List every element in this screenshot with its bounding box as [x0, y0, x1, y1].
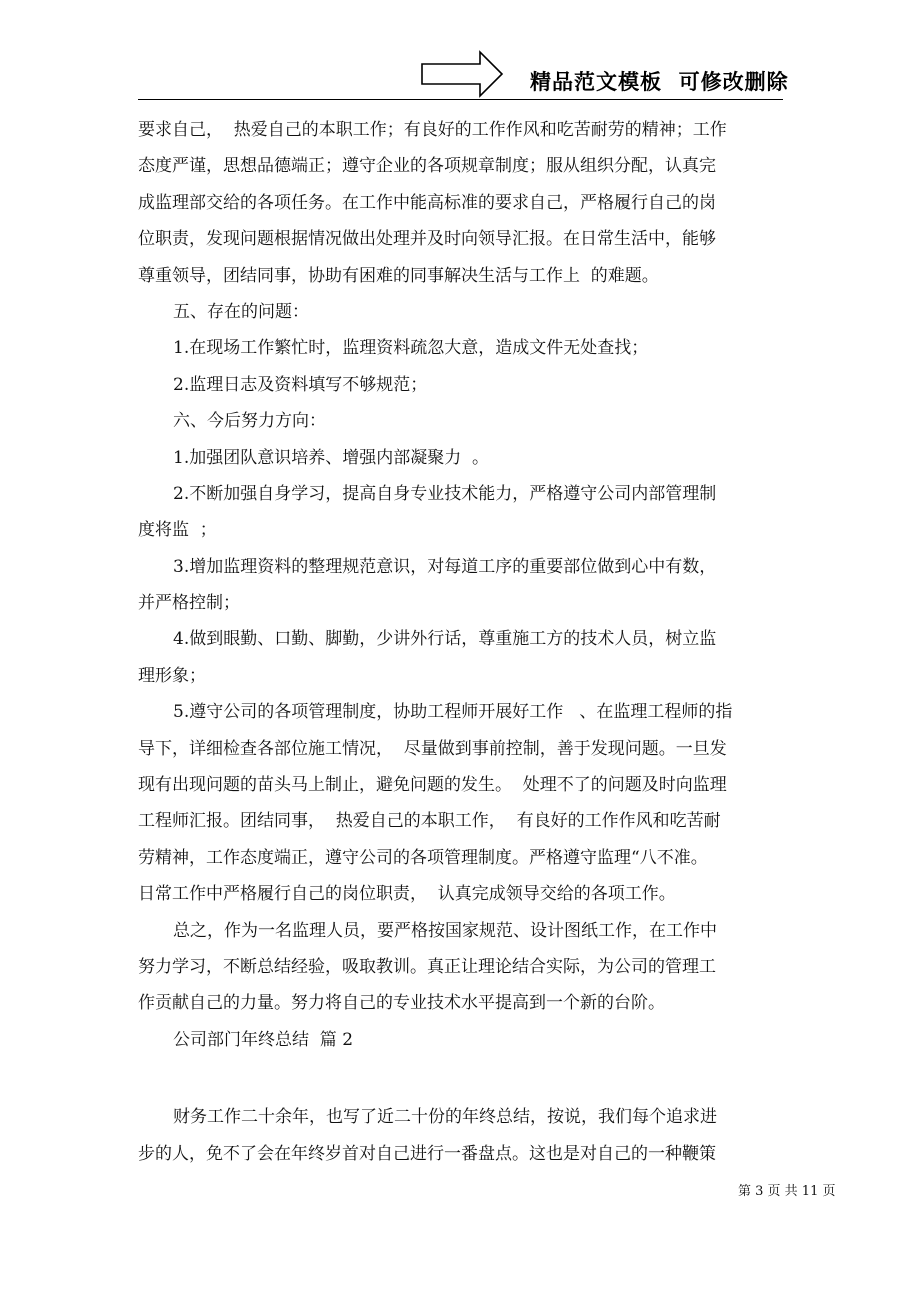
paragraph-line: 财务工作二十余年，也写了近二十份的年终总结，按说，我们每个追求进	[173, 1107, 717, 1128]
header-title: 精品范文模板 可修改删除	[530, 70, 789, 94]
paragraph-line: 要求自己， 热爱自己的本职工作；有良好的工作作风和吃苦耐劳的精神；工作	[138, 120, 727, 140]
document-body	[138, 112, 786, 1172]
paragraph-line: 步的人，免不了会在年终岁首对自己进行一番盘点。这也是对自己的一种鞭策	[138, 1143, 716, 1164]
page-number: 第 3 页 共 11 页	[738, 1184, 836, 1199]
article-subtitle: 公司部门年终总结 篇 2	[173, 1029, 354, 1050]
paragraph-line: 位职责，发现问题根据情况做出处理并及时向领导汇报。在日常生活中，能够	[138, 229, 716, 250]
list-item: 1.在现场工作繁忙时，监理资料疏忽大意，造成文件无处查找；	[173, 338, 649, 359]
section-heading-direction: 六、今后努力方向：	[173, 411, 326, 432]
list-item-continuation: 劳精神，工作态度端正，遵守公司的各项管理制度。严格遵守监理“八不准。	[138, 847, 708, 868]
list-item-continuation: 现有出现问题的苗头马上制止，避免问题的发生。 处理不了的问题及时向监理	[138, 775, 727, 796]
list-item: 2.监理日志及资料填写不够规范；	[173, 374, 428, 395]
list-item: 5.遵守公司的各项管理制度，协助工程师开展好工作 、在监理工程师的指	[173, 702, 733, 723]
arrow-icon	[420, 50, 504, 98]
paragraph-line: 态度严谨，思想品德端正；遵守企业的各项规章制度；服从组织分配，认真完	[138, 156, 716, 177]
list-item-continuation: 工程师汇报。团结同事， 热爱自己的本职工作， 有良好的工作作风和吃苦耐	[138, 811, 721, 832]
list-item-continuation: 度将监 ；	[138, 520, 217, 541]
paragraph-line: 成监理部交给的各项任务。在工作中能高标准的要求自己，严格履行自己的岗	[138, 192, 716, 213]
list-item: 2.不断加强自身学习，提高自身专业技术能力，严格遵守公司内部管理制	[173, 483, 717, 504]
paragraph-line: 总之，作为一名监理人员，要严格按国家规范、设计图纸工作，在工作中	[173, 920, 717, 941]
paragraph-line: 尊重领导，团结同事，协助有困难的同事解决生活与工作上 的难题。	[138, 265, 659, 286]
list-item: 4.做到眼勤、口勤、脚勤，少讲外行话，尊重施工方的技术人员，树立监	[173, 629, 717, 650]
list-item-continuation: 导下，详细检查各部位施工情况， 尽量做到事前控制，善于发现问题。一旦发	[138, 738, 727, 759]
list-item-continuation: 并严格控制；	[138, 593, 240, 614]
list-item-continuation: 日常工作中严格履行自己的岗位职责， 认真完成领导交给的各项工作。	[138, 884, 676, 905]
list-item: 3.增加监理资料的整理规范意识，对每道工序的重要部位做到心中有数，	[173, 556, 717, 577]
blank-line	[138, 1058, 786, 1099]
list-item-continuation: 理形象；	[138, 665, 206, 686]
header-divider	[138, 99, 783, 100]
paragraph-line: 努力学习，不断总结经验，吸取教训。真正让理论结合实际，为公司的管理工	[138, 956, 716, 977]
section-heading-problems: 五、存在的问题：	[173, 301, 309, 322]
list-item: 1.加强团队意识培养、增强内部凝聚力 。	[173, 447, 490, 468]
paragraph-line: 作贡献自己的力量。努力将自己的专业技术水平提高到一个新的台阶。	[138, 993, 665, 1014]
